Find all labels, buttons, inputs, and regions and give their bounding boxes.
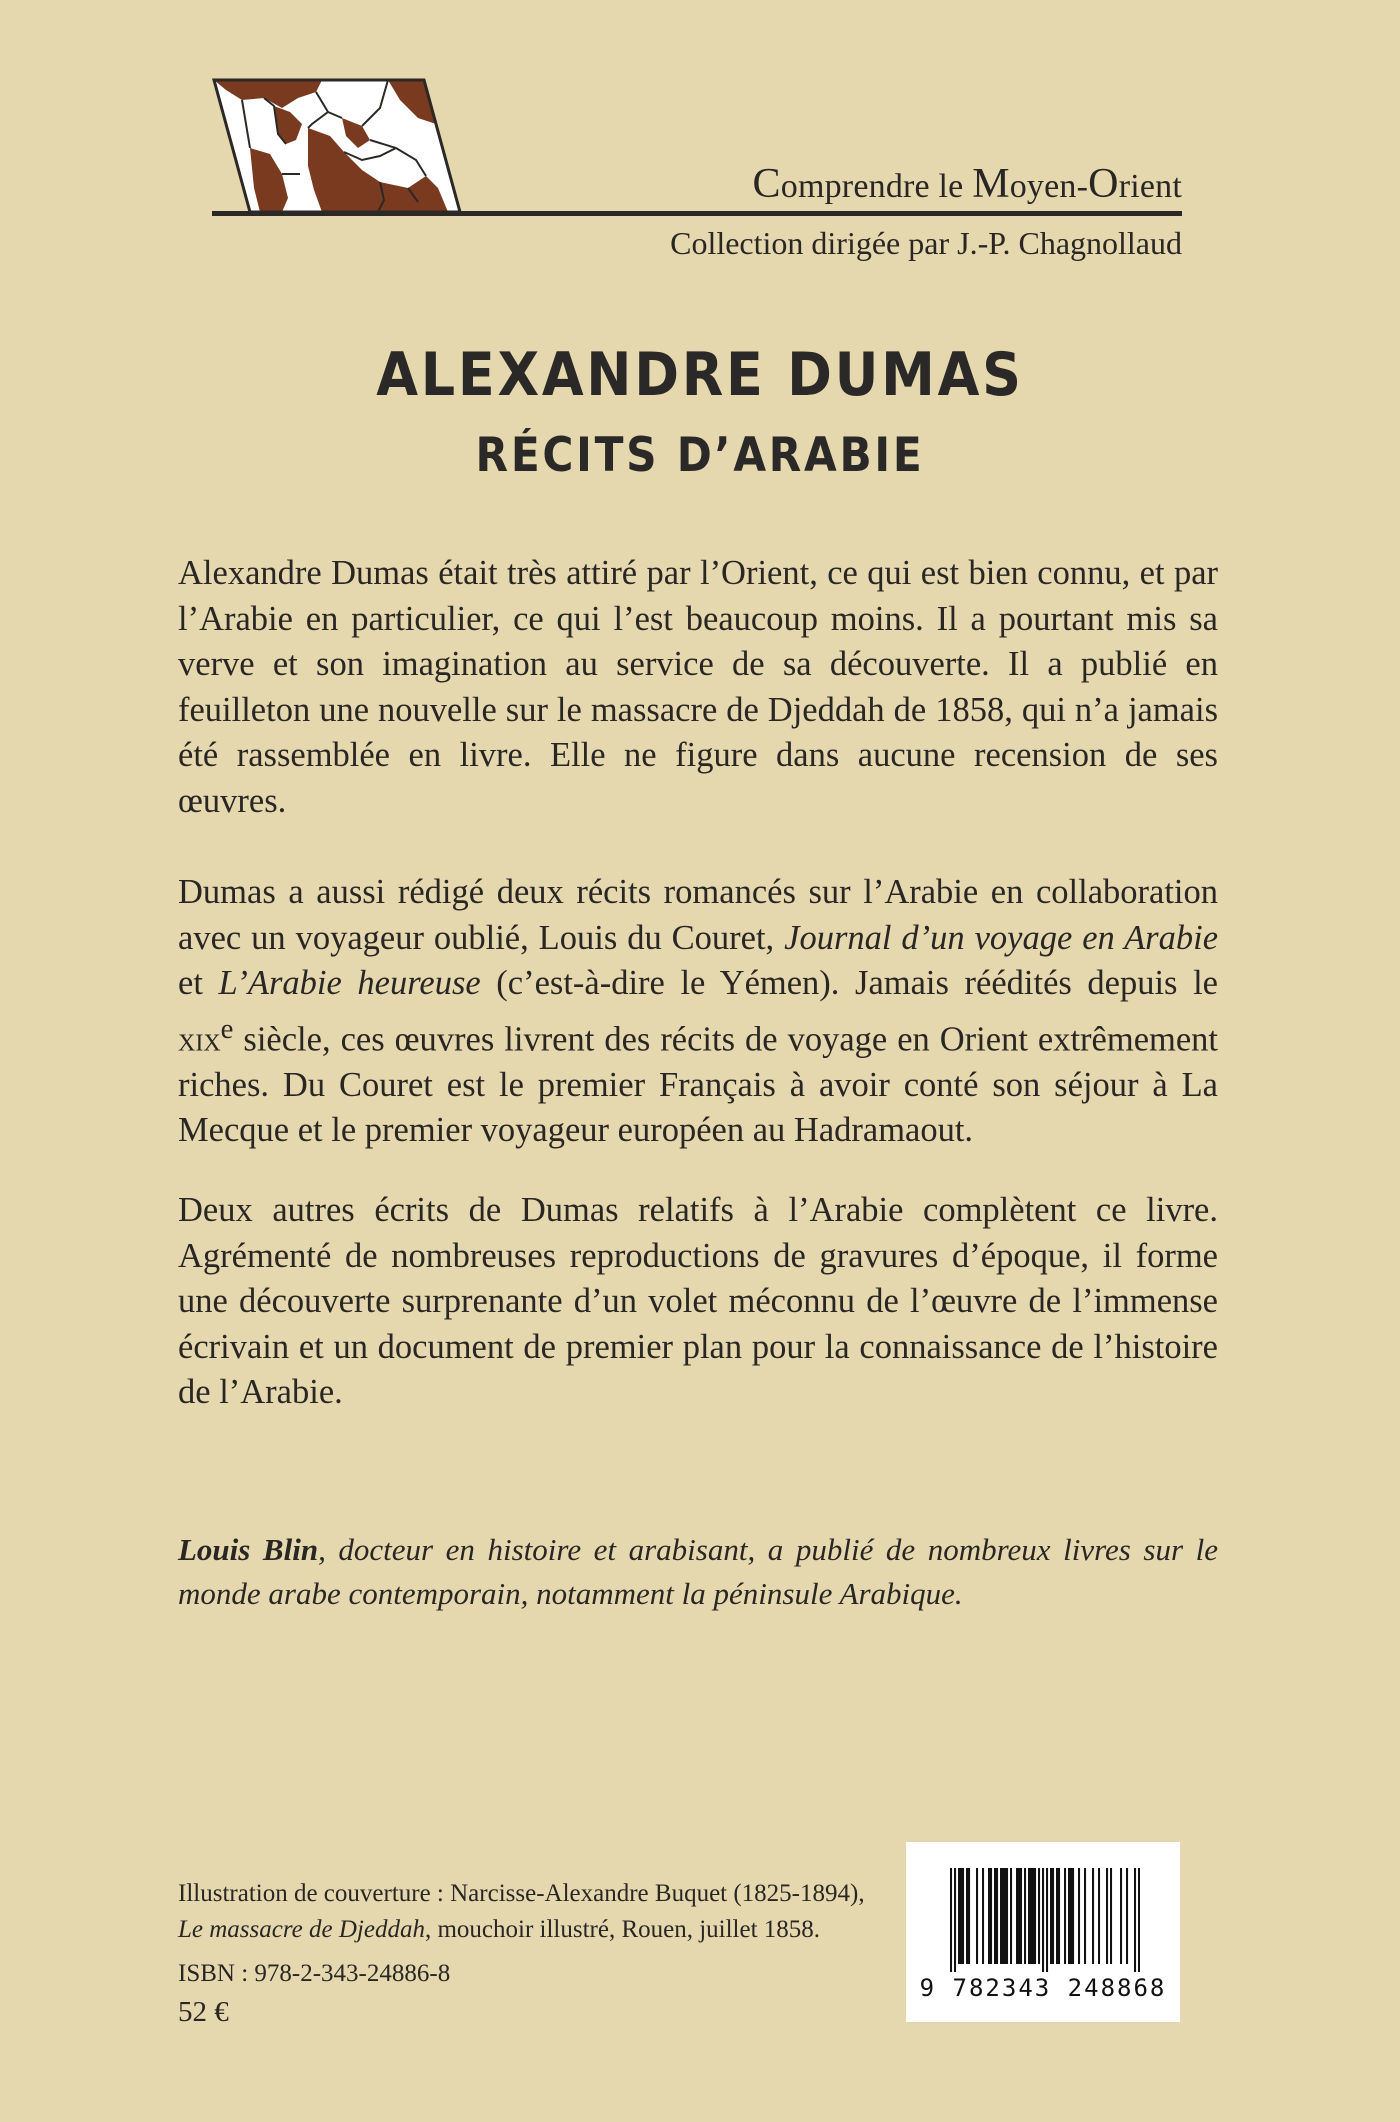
barcode-bar (962, 1868, 964, 1964)
barcode-bar (1052, 1868, 1054, 1964)
barcode-bar (1092, 1868, 1094, 1964)
barcode-bar (1032, 1868, 1034, 1964)
barcode-bar (996, 1868, 998, 1964)
book-reference-journal: Journal d’un voyage en Arabie (784, 918, 1219, 957)
blurb-paragraph-3: Deux autres écrits de Dumas relatifs à l’Arabie complètent ce livre. Agrémenté de nombreuses reproductions de gravures d’époque, il forme une découverte surprenante d’un volet méconnu de l’œuvre de l’immense écrivain et un document de premier plan pour la connaissance de l’histoire de l’Arabie. (178, 1191, 1218, 1411)
book-author: ALEXANDRE DUMAS (376, 340, 1024, 410)
barcode-bar (1030, 1868, 1032, 1964)
barcode-bar (1038, 1868, 1040, 1964)
barcode-bar (1006, 1868, 1008, 1964)
barcode-bar (1024, 1868, 1026, 1964)
series-title: Comprendre le Moyen-Orient (752, 161, 1182, 207)
barcode-bar (1004, 1868, 1006, 1964)
barcode-bar (1018, 1868, 1020, 1964)
barcode-bar (1126, 1868, 1128, 1964)
barcode-bar (1002, 1868, 1004, 1964)
century-numeral: xix (178, 1020, 221, 1058)
barcode-bar (1072, 1868, 1074, 1964)
barcode-bar (1138, 1868, 1140, 1972)
isbn: ISBN : 978-2-343-24886-8 (178, 1960, 451, 1987)
price: 52 € (178, 1996, 229, 2028)
series-logo-map-icon (212, 78, 462, 214)
cover-illustration-credit: Illustration de couverture : Narcisse-Alexandre Buquet (1825-1894), Le massacre de Djeddah, mouchoir illustré, Rouen, juillet 1858. (178, 1880, 865, 1943)
barcode-bars (950, 1868, 1140, 1972)
barcode-bar (1000, 1868, 1002, 1964)
barcode-bar (950, 1868, 952, 1972)
author-bio: Louis Blin, docteur en histoire et arabisant, a publié de nombreux livres sur le monde arabe contemporain, notamment la péninsule Arabique. (178, 1532, 1218, 1611)
book-title: RÉCITS D’ARABIE (475, 428, 925, 483)
barcode-bar (1028, 1868, 1030, 1964)
barcode-bar (1010, 1868, 1012, 1964)
barcode-bar (1120, 1868, 1122, 1964)
barcode-bar (1016, 1868, 1018, 1964)
barcode-bar (1110, 1868, 1112, 1964)
barcode-bar (968, 1868, 970, 1964)
barcode-bar (1034, 1868, 1036, 1964)
barcode-bar (1078, 1868, 1080, 1964)
barcode-bar (1050, 1868, 1052, 1964)
barcode-bar (1098, 1868, 1100, 1964)
barcode-bar (976, 1868, 978, 1964)
barcode-bar (1020, 1868, 1022, 1964)
barcode-bar (960, 1868, 962, 1964)
barcode-bar (1068, 1868, 1070, 1964)
barcode-number: 9 782343 248868 (919, 1974, 1167, 2002)
barcode-bar (1134, 1868, 1136, 1972)
barcode-bar (982, 1868, 984, 1964)
barcode-bar (1070, 1868, 1072, 1964)
series-editor: Collection dirigée par J.-P. Chagnollaud (670, 225, 1182, 261)
blurb-paragraph-1: Alexandre Dumas était très attiré par l’Orient, ce qui est bien connu, et par l’Arabie en particulier, ce qui l’est beaucoup moins. Il a pourtant mis sa verve et son imagination au service de sa découverte. Il a publié en feuilleton une nouvelle sur le massacre de Djeddah de 1858, qui n’a jamais été rassemblée en livre. Elle ne figure dans aucune recension de ses œuvres. (178, 554, 1218, 820)
book-reference-arabie-heureuse: L’Arabie heureuse (218, 964, 481, 1002)
barcode (906, 1842, 1180, 2022)
barcode-bar (994, 1868, 996, 1964)
barcode-bar (1056, 1868, 1058, 1964)
barcode-bar (988, 1868, 990, 1964)
barcode-bar (1042, 1868, 1044, 1972)
barcode-bar (1058, 1868, 1060, 1964)
series-divider (212, 211, 1182, 216)
barcode-bar (954, 1868, 956, 1972)
barcode-bar (966, 1868, 968, 1964)
barcode-bar (1064, 1868, 1066, 1964)
barcode-bar (1046, 1868, 1048, 1972)
barcode-bar (1106, 1868, 1108, 1964)
author-bio-name: Louis Blin (178, 1532, 319, 1567)
barcode-bar (1084, 1868, 1086, 1964)
blurb-paragraph-2: Dumas a aussi rédigé deux récits romancés sur l’Arabie en collaboration avec un voyageur oublié, Louis du Couret, Journal d’un voyage en Arabie et L’Arabie heureuse (c’est-à-dire le Yémen). Jamais réédités depuis le xix$^e$ siècle, ces œuvres livrent des récits de voyage en Orient extrêmement riches. Du Couret est le premier Français à avoir conté son séjour à La Mecque et le premier voyageur européen au Hadramaout. (178, 873, 1219, 1149)
barcode-bar (990, 1868, 992, 1964)
barcode-bar (958, 1868, 960, 1964)
